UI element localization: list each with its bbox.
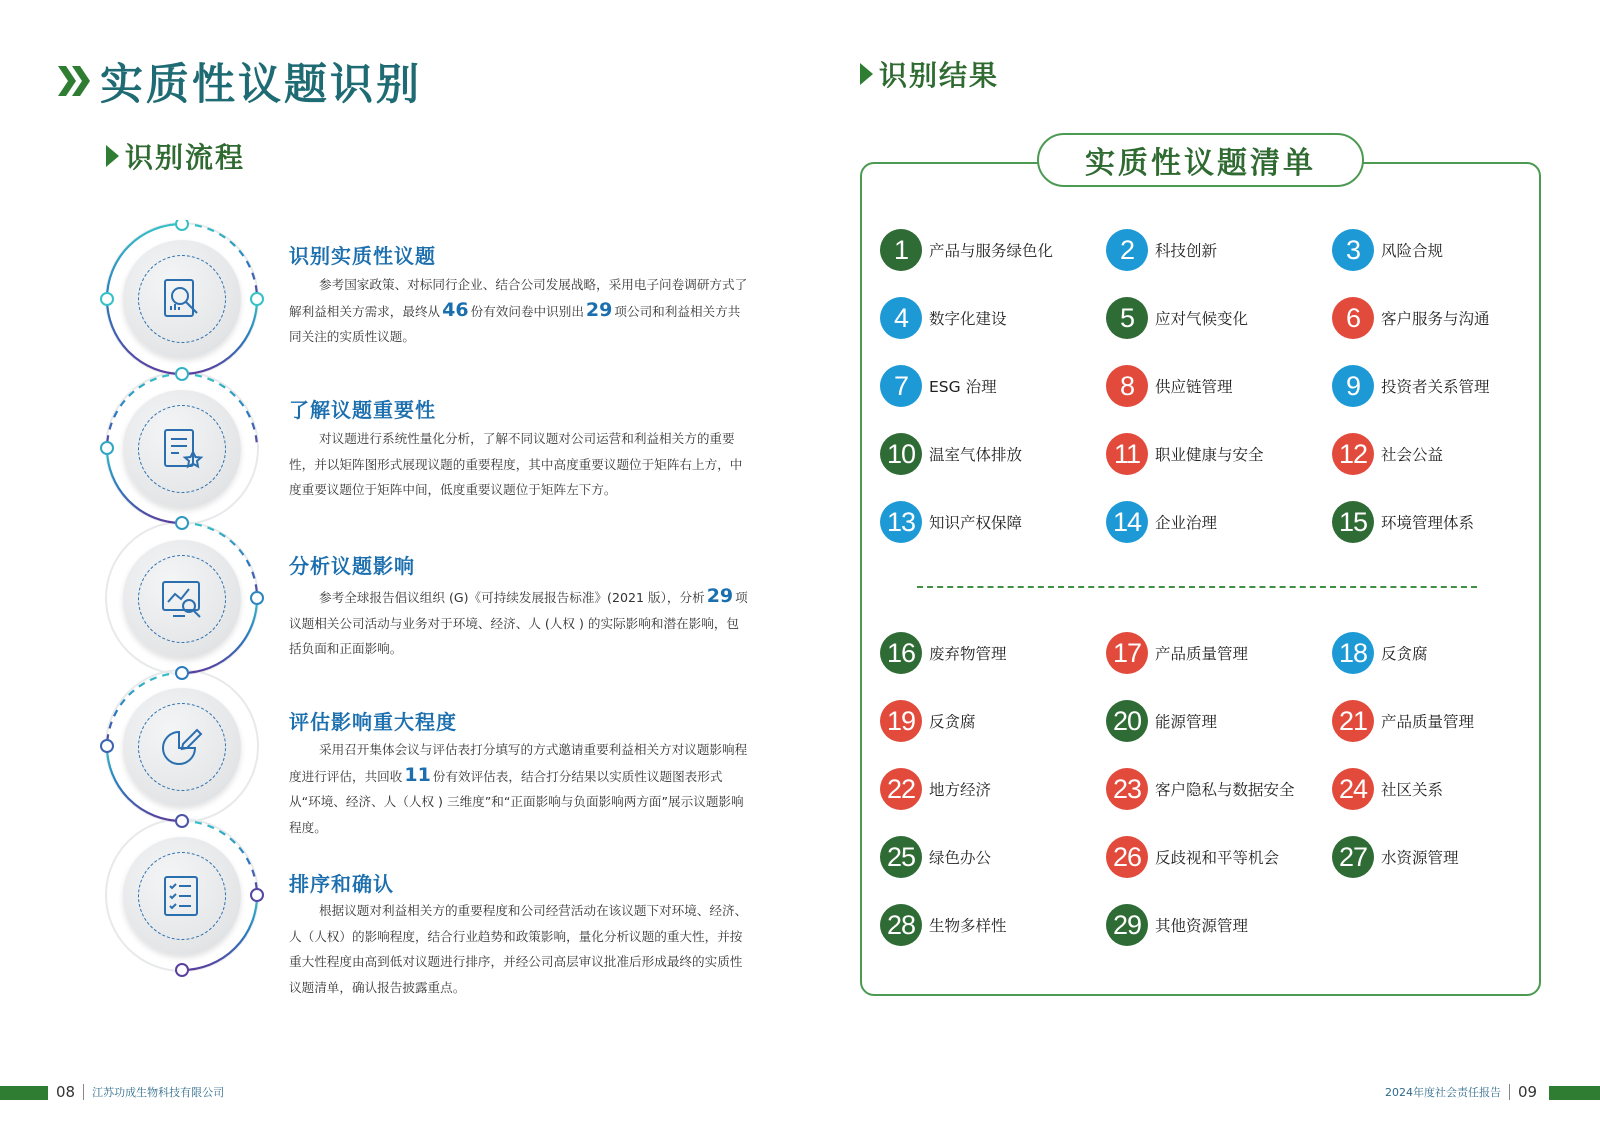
topic-item	[880, 835, 991, 879]
topic-label: 风险合规	[1381, 242, 1444, 260]
topic-item	[880, 903, 1007, 947]
step-4-title: 评估影响重大程度	[289, 710, 457, 734]
topic-item	[880, 500, 1022, 544]
topic-item	[1332, 228, 1443, 272]
topic-number-badge: 14	[1106, 501, 1148, 543]
topic-label: 反贪腐	[929, 713, 976, 731]
topic-number-badge: 3	[1332, 229, 1374, 271]
topic-number-badge: 21	[1332, 700, 1374, 742]
document-star-icon	[159, 426, 205, 472]
step-1-icon-badge	[123, 240, 241, 358]
page-number-right: 09	[1518, 1083, 1538, 1101]
topic-label: 数字化建设	[929, 310, 1007, 328]
topic-item	[1106, 767, 1295, 811]
footer-left-bar	[0, 1086, 48, 1100]
triangle-icon	[860, 63, 873, 85]
step-3-text: 参考全球报告倡议组织 (G)《可持续发展报告标准》(2021 版），分析 29 项议题相关公司活动与业务对于环境、经济、人 (人权 ) 的实际影响和潜在影响，包括负面和正面影响。	[289, 585, 748, 656]
topic-number-badge: 17	[1106, 632, 1148, 674]
topic-item	[880, 432, 1022, 476]
step-2-text: 对议题进行系统性量化分析，了解不同议题对公司运营和利益相关方的重要性，并以矩阵图形式展现议题的重要程度，其中高度重要议题位于矩阵右上方，中度重要议题位于矩阵中间，低度重要议题位于矩阵左下方。	[289, 431, 743, 497]
topic-item	[880, 228, 1053, 272]
topic-label: 社区关系	[1381, 781, 1444, 799]
topic-item	[1106, 699, 1217, 743]
footer-right-bar	[1549, 1086, 1600, 1100]
triangle-icon	[106, 145, 119, 167]
double-chevron-icon	[56, 62, 94, 100]
topic-label: 生物多样性	[929, 917, 1007, 935]
section-divider	[917, 586, 1477, 588]
search-document-icon	[159, 276, 205, 322]
topic-item	[1106, 432, 1264, 476]
topic-label: 其他资源管理	[1155, 917, 1249, 935]
pie-pen-icon	[159, 724, 205, 770]
page-number-left: 08	[56, 1083, 76, 1101]
topic-item	[1106, 835, 1279, 879]
topic-label: 客户服务与沟通	[1381, 310, 1490, 328]
topic-item	[1332, 699, 1474, 743]
topic-label: ESG 治理	[929, 378, 997, 396]
topic-number-badge: 7	[880, 365, 922, 407]
checklist-icon	[159, 873, 205, 919]
step-5-icon-badge	[123, 837, 241, 955]
topic-item	[880, 631, 1007, 675]
page-title-text: 实质性议题识别	[100, 59, 422, 110]
topic-item	[1332, 631, 1428, 675]
footer-report-name: 2024年度社会责任报告	[1385, 1086, 1501, 1099]
topic-item	[1332, 296, 1490, 340]
topic-item	[1332, 835, 1459, 879]
topic-item	[1106, 500, 1217, 544]
chart-magnifier-icon	[159, 576, 205, 622]
footer-left	[56, 1083, 224, 1101]
topic-label: 反歧视和平等机会	[1155, 849, 1280, 867]
topic-item	[880, 767, 991, 811]
topic-label: 环境管理体系	[1381, 514, 1475, 532]
topic-label: 温室气体排放	[929, 446, 1023, 464]
topic-label: 社会公益	[1381, 446, 1444, 464]
topic-label: 客户隐私与数据安全	[1155, 781, 1295, 799]
topic-number-badge: 13	[880, 501, 922, 543]
topic-number-badge: 19	[880, 700, 922, 742]
section-heading-results: 识别结果	[860, 54, 999, 94]
topic-list-title: 实质性议题清单	[1037, 133, 1364, 187]
step-3-icon-badge	[123, 540, 241, 658]
topic-item	[1106, 631, 1248, 675]
step-4-text: 采用召开集体会议与评估表打分填写的方式邀请重要利益相关方对议题影响程度进行评估，共回收 11 份有效评估表，结合打分结果以实质性议题图表形式从“环境、经济、人（人权 ) 三维度”和“正面影响与负面影响两方面”展示议题影响程度。	[289, 742, 748, 835]
topic-label: 供应链管理	[1155, 378, 1233, 396]
topic-number-badge: 24	[1332, 768, 1374, 810]
step-5-title: 排序和确认	[289, 872, 394, 896]
topic-number-badge: 26	[1106, 836, 1148, 878]
topic-number-badge: 25	[880, 836, 922, 878]
topic-item	[1106, 228, 1217, 272]
step-1-text: 参考国家政策、对标同行企业、结合公司发展战略，采用电子问卷调研方式了解利益相关方需求，最终从 46 份有效问卷中识别出 29 项公司和利益相关方共同关注的实质性议题。	[289, 277, 748, 344]
topic-item	[1332, 500, 1474, 544]
topic-number-badge: 8	[1106, 365, 1148, 407]
topic-number-badge: 5	[1106, 297, 1148, 339]
topic-number-badge: 28	[880, 904, 922, 946]
topic-label: 职业健康与安全	[1155, 446, 1264, 464]
step-5-text: 根据议题对利益相关方的重要程度和公司经营活动在该议题下对环境、经济、人（人权）的影响程度，结合行业趋势和政策影响，量化分析议题的重大性，并按重大性程度由高到低对议题进行排序，并经公司高层审议批准后形成最终的实质性议题清单，确认报告披露重点。	[289, 903, 748, 995]
topic-number-badge: 27	[1332, 836, 1374, 878]
topic-item	[1106, 296, 1248, 340]
topic-item	[880, 364, 997, 408]
topic-label: 企业治理	[1155, 514, 1218, 532]
topic-number-badge: 15	[1332, 501, 1374, 543]
topic-label: 能源管理	[1155, 713, 1218, 731]
topic-number-badge: 11	[1106, 433, 1148, 475]
topic-item	[1332, 767, 1443, 811]
topic-number-badge: 6	[1332, 297, 1374, 339]
topic-label: 知识产权保障	[929, 514, 1023, 532]
step-4-icon-badge	[123, 688, 241, 806]
topic-label: 产品质量管理	[1155, 645, 1249, 663]
footer-right	[1385, 1083, 1537, 1101]
topic-number-badge: 1	[880, 229, 922, 271]
topic-label: 水资源管理	[1381, 849, 1459, 867]
topic-item	[1332, 432, 1443, 476]
topic-label: 反贪腐	[1381, 645, 1428, 663]
topic-number-badge: 10	[880, 433, 922, 475]
step-2-icon-badge	[123, 390, 241, 508]
topic-number-badge: 20	[1106, 700, 1148, 742]
topic-label: 科技创新	[1155, 242, 1218, 260]
topic-label: 地方经济	[929, 781, 992, 799]
topic-label: 产品与服务绿色化	[929, 242, 1054, 260]
topic-number-badge: 2	[1106, 229, 1148, 271]
topic-item	[880, 296, 1007, 340]
topic-number-badge: 18	[1332, 632, 1374, 674]
footer-company: 江苏功成生物科技有限公司	[92, 1086, 225, 1099]
topic-item	[1332, 364, 1490, 408]
step-3-title: 分析议题影响	[289, 554, 415, 578]
section-heading-process: 识别流程	[106, 136, 245, 176]
topic-label: 产品质量管理	[1381, 713, 1475, 731]
topic-item	[1106, 364, 1233, 408]
topic-number-badge: 9	[1332, 365, 1374, 407]
step-2-title: 了解议题重要性	[289, 398, 436, 422]
topic-label: 绿色办公	[929, 849, 992, 867]
topic-number-badge: 23	[1106, 768, 1148, 810]
topic-number-badge: 4	[880, 297, 922, 339]
topic-label: 投资者关系管理	[1381, 378, 1490, 396]
step-1-title: 识别实质性议题	[289, 244, 436, 268]
topic-item	[880, 699, 976, 743]
topic-number-badge: 22	[880, 768, 922, 810]
topic-number-badge: 12	[1332, 433, 1374, 475]
topic-number-badge: 29	[1106, 904, 1148, 946]
topic-label: 废弃物管理	[929, 645, 1007, 663]
topic-item	[1106, 903, 1248, 947]
page-title	[56, 48, 422, 114]
topic-label: 应对气候变化	[1155, 310, 1249, 328]
topic-number-badge: 16	[880, 632, 922, 674]
